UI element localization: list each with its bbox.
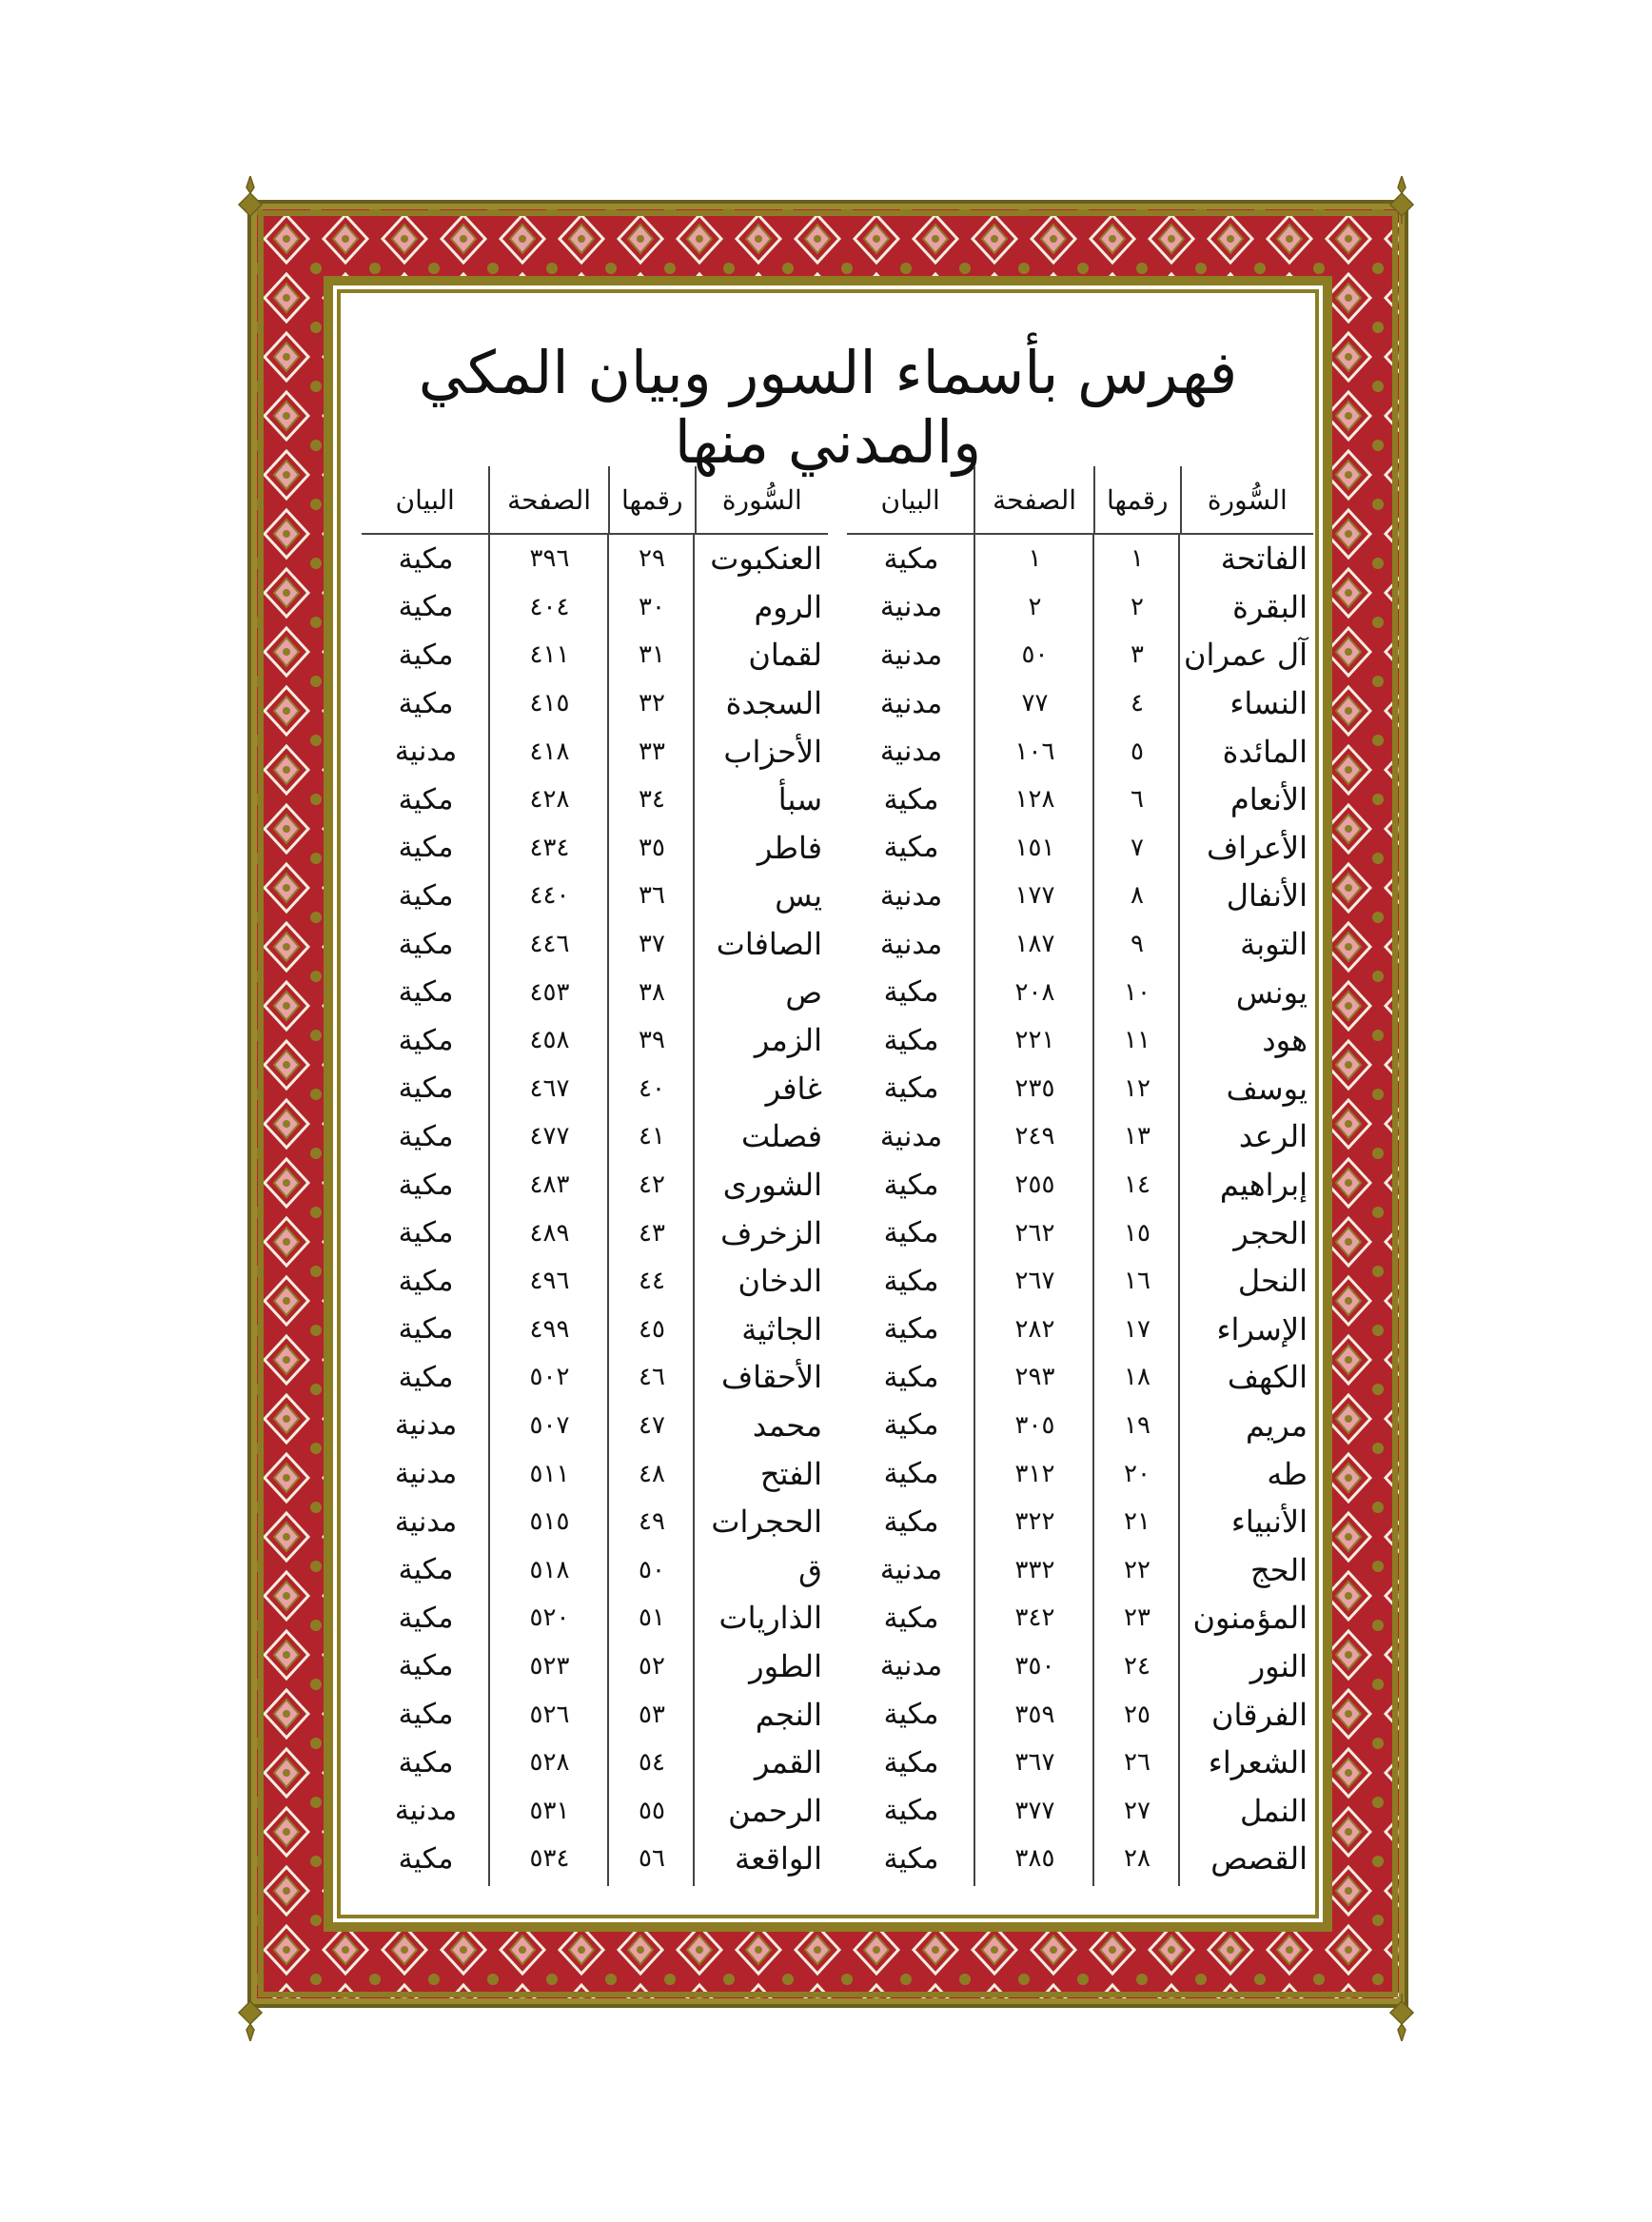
page-number: ١٢٨ bbox=[1014, 785, 1055, 815]
revelation-type: مكية bbox=[883, 1745, 939, 1780]
table-row bbox=[362, 1257, 828, 1306]
surah-number: ٢٦ bbox=[1124, 1748, 1150, 1778]
page-number: ٤٢٨ bbox=[529, 785, 570, 815]
table-body bbox=[847, 535, 1313, 1883]
page-number: ٥٣١ bbox=[529, 1796, 570, 1825]
surah-name: يوسف bbox=[1226, 1070, 1308, 1107]
table-row bbox=[847, 1306, 1313, 1354]
surah-number: ٣٧ bbox=[639, 930, 665, 959]
page-number: ٣٨٥ bbox=[1014, 1844, 1055, 1874]
revelation-type: مدنية bbox=[394, 1457, 458, 1491]
surah-name: الفتح bbox=[759, 1455, 822, 1492]
surah-name: الأنعام bbox=[1229, 781, 1308, 818]
page-number: ١ bbox=[1028, 544, 1042, 574]
surah-number: ٦ bbox=[1131, 785, 1144, 815]
revelation-type: مكية bbox=[398, 1649, 454, 1683]
table-row bbox=[847, 1402, 1313, 1450]
page-number: ٥٠٢ bbox=[529, 1363, 570, 1392]
surah-number: ٤٩ bbox=[639, 1507, 665, 1537]
surah-number: ٢ bbox=[1131, 592, 1144, 621]
page-number: ٣٣٢ bbox=[1014, 1555, 1055, 1584]
surah-name: الأنبياء bbox=[1230, 1504, 1308, 1541]
revelation-type: مكية bbox=[398, 878, 454, 913]
surah-name: الحجر bbox=[1233, 1214, 1308, 1251]
surah-number: ٣٣ bbox=[639, 737, 665, 766]
page-number: ٥٢٦ bbox=[529, 1700, 570, 1729]
table-row bbox=[362, 1594, 828, 1642]
surah-number: ٥٤ bbox=[639, 1748, 665, 1778]
surah-number: ٤٨ bbox=[639, 1459, 665, 1488]
table-row bbox=[362, 535, 828, 583]
surah-number: ١٠ bbox=[1124, 977, 1150, 1007]
revelation-type: مكية bbox=[883, 1264, 939, 1298]
page-number: ٣٠٥ bbox=[1014, 1410, 1055, 1440]
surah-name: لقمان bbox=[748, 637, 822, 674]
surah-name: النساء bbox=[1229, 685, 1308, 722]
revelation-type: مكية bbox=[398, 1601, 454, 1635]
revelation-type: مدنية bbox=[879, 927, 943, 961]
table-row bbox=[847, 1209, 1313, 1257]
surah-name: الفاتحة bbox=[1220, 541, 1308, 578]
surah-number: ٢٠ bbox=[1124, 1459, 1150, 1488]
revelation-type: مكية bbox=[883, 1072, 939, 1106]
page-number: ٤٧٧ bbox=[529, 1122, 570, 1151]
table-row bbox=[847, 1112, 1313, 1161]
page-title: فهرس بأسماء السور وبيان المكي والمدني منها bbox=[418, 338, 1238, 477]
table-row bbox=[847, 1016, 1313, 1065]
header-surah: السُّورة bbox=[1180, 466, 1313, 533]
revelation-type: مكية bbox=[398, 1072, 454, 1106]
table-row bbox=[847, 1449, 1313, 1498]
surah-number: ١٣ bbox=[1124, 1122, 1150, 1151]
surah-name: التوبة bbox=[1240, 926, 1308, 963]
table-row bbox=[847, 872, 1313, 920]
table-row bbox=[847, 1642, 1313, 1691]
table-row bbox=[847, 583, 1313, 632]
page-number: ٤٤٦ bbox=[529, 930, 570, 959]
surah-number: ١١ bbox=[1124, 1026, 1150, 1055]
table-row bbox=[362, 1642, 828, 1691]
page-number: ٢٩٣ bbox=[1014, 1363, 1055, 1392]
surah-name: الحج bbox=[1250, 1551, 1308, 1588]
table-row bbox=[362, 1786, 828, 1835]
revelation-type: مكية bbox=[883, 1601, 939, 1635]
surah-number: ٤٤ bbox=[639, 1267, 665, 1296]
surah-table-right bbox=[847, 466, 1313, 1883]
surah-name: فاطر bbox=[757, 829, 822, 866]
surah-name: الأحزاب bbox=[723, 733, 822, 770]
page-number: ٢٦٧ bbox=[1014, 1267, 1055, 1296]
surah-name: الرعد bbox=[1238, 1118, 1308, 1155]
revelation-type: مكية bbox=[398, 782, 454, 816]
page-number: ٣٥٠ bbox=[1014, 1651, 1055, 1681]
page-number: ٢٨٢ bbox=[1014, 1314, 1055, 1344]
surah-name: النجم bbox=[755, 1696, 822, 1733]
surah-name: الفرقان bbox=[1210, 1696, 1308, 1733]
surah-name: العنكبوت bbox=[710, 541, 822, 578]
revelation-type: مدنية bbox=[879, 686, 943, 720]
table-row bbox=[362, 631, 828, 679]
revelation-type: مكية bbox=[398, 1698, 454, 1732]
surah-name: الشورى bbox=[722, 1167, 822, 1204]
revelation-type: مدنية bbox=[394, 1794, 458, 1828]
revelation-type: مكية bbox=[398, 1023, 454, 1057]
revelation-type: مكية bbox=[883, 1360, 939, 1394]
surah-number: ٥٣ bbox=[639, 1700, 665, 1729]
surah-number: ٣٨ bbox=[639, 977, 665, 1007]
table-row bbox=[847, 535, 1313, 583]
page-number: ٢٢١ bbox=[1014, 1026, 1055, 1055]
revelation-type: مكية bbox=[883, 1408, 939, 1443]
page-number: ١٨٧ bbox=[1014, 930, 1055, 959]
surah-number: ١٥ bbox=[1124, 1218, 1150, 1248]
surah-name: الجاثية bbox=[741, 1310, 822, 1347]
revelation-type: مكية bbox=[398, 1119, 454, 1153]
surah-name: يس bbox=[775, 877, 822, 914]
revelation-type: مكية bbox=[883, 831, 939, 865]
page-number: ٤١١ bbox=[529, 640, 570, 670]
page-number: ٤١٨ bbox=[529, 737, 570, 766]
revelation-type: مكية bbox=[398, 1216, 454, 1250]
surah-name: الأحقاف bbox=[720, 1359, 822, 1396]
surah-name: إبراهيم bbox=[1219, 1167, 1308, 1204]
surah-number: ٣٩ bbox=[639, 1026, 665, 1055]
table-row bbox=[847, 1353, 1313, 1402]
table-row bbox=[362, 1545, 828, 1594]
revelation-type: مكية bbox=[883, 1023, 939, 1057]
revelation-type: مدنية bbox=[394, 1408, 458, 1443]
surah-number: ٢١ bbox=[1124, 1507, 1150, 1537]
surah-name: آل عمران bbox=[1184, 637, 1308, 674]
surah-name: الصافات bbox=[716, 926, 822, 963]
surah-number: ٢٤ bbox=[1124, 1651, 1150, 1681]
surah-name: الزمر bbox=[754, 1022, 822, 1059]
surah-number: ٢٩ bbox=[639, 544, 665, 574]
table-row bbox=[362, 1065, 828, 1113]
surah-name: محمد bbox=[752, 1406, 822, 1444]
table-row bbox=[847, 1257, 1313, 1306]
surah-number: ١ bbox=[1131, 544, 1144, 574]
page-number: ٣٧٧ bbox=[1014, 1796, 1055, 1825]
surah-number: ٤٦ bbox=[639, 1363, 665, 1392]
page-number: ١٧٧ bbox=[1014, 881, 1055, 911]
page-number: ٣٩٦ bbox=[529, 544, 570, 574]
table-row bbox=[362, 1739, 828, 1787]
table-row bbox=[847, 727, 1313, 776]
page-number: ٤٨٩ bbox=[529, 1218, 570, 1248]
table-row bbox=[847, 1594, 1313, 1642]
revelation-type: مدنية bbox=[879, 1649, 943, 1683]
revelation-type: مكية bbox=[398, 1745, 454, 1780]
surah-name: مريم bbox=[1246, 1406, 1308, 1444]
surah-name: النمل bbox=[1239, 1792, 1308, 1829]
revelation-type: مكية bbox=[398, 831, 454, 865]
page-number: ٢٥٥ bbox=[1014, 1170, 1055, 1200]
surah-name: النور bbox=[1249, 1647, 1308, 1684]
surah-name: المؤمنون bbox=[1192, 1600, 1308, 1637]
surah-name: الأعراف bbox=[1207, 829, 1308, 866]
surah-name: المائدة bbox=[1222, 733, 1308, 770]
table-header bbox=[847, 466, 1313, 535]
surah-number: ٢٨ bbox=[1124, 1844, 1150, 1874]
surah-name: سبأ bbox=[777, 781, 822, 818]
surah-name: الإسراء bbox=[1216, 1310, 1308, 1347]
revelation-type: مكية bbox=[398, 590, 454, 624]
revelation-type: مكية bbox=[883, 975, 939, 1010]
table-row bbox=[362, 1016, 828, 1065]
page-number: ٢٦٢ bbox=[1014, 1218, 1055, 1248]
surah-number: ٧ bbox=[1131, 833, 1144, 862]
table-row bbox=[362, 1353, 828, 1402]
page-number: ٤٥٨ bbox=[529, 1026, 570, 1055]
page-number: ٣١٢ bbox=[1014, 1459, 1055, 1488]
surah-name: ق bbox=[798, 1551, 822, 1588]
surah-name: ص bbox=[785, 973, 822, 1011]
surah-number: ٤١ bbox=[639, 1122, 665, 1151]
table-row bbox=[362, 679, 828, 728]
surah-name: غافر bbox=[765, 1070, 822, 1107]
surah-number: ٥٦ bbox=[639, 1844, 665, 1874]
page-number: ١٠٦ bbox=[1014, 737, 1055, 766]
table-row bbox=[362, 824, 828, 873]
table-row bbox=[362, 1449, 828, 1498]
revelation-type: مكية bbox=[398, 1360, 454, 1394]
header-page: الصفحة bbox=[488, 466, 607, 533]
table-row bbox=[847, 824, 1313, 873]
finial-icon bbox=[233, 1994, 267, 2041]
table-row bbox=[362, 1306, 828, 1354]
revelation-type: مكية bbox=[398, 1264, 454, 1298]
revelation-type: مكية bbox=[883, 1312, 939, 1347]
finial-icon bbox=[233, 176, 267, 224]
table-header bbox=[362, 466, 828, 535]
page-number: ٥١٨ bbox=[529, 1555, 570, 1584]
table-row bbox=[362, 1835, 828, 1883]
revelation-type: مكية bbox=[883, 1457, 939, 1491]
page-number: ٢٤٩ bbox=[1014, 1122, 1055, 1151]
header-number: رقمها bbox=[608, 466, 695, 533]
surah-name: البقرة bbox=[1232, 588, 1308, 625]
page-number: ٤٩٦ bbox=[529, 1267, 570, 1296]
page-number: ٣٢٢ bbox=[1014, 1507, 1055, 1537]
revelation-type: مكية bbox=[883, 1168, 939, 1202]
finial-icon bbox=[1385, 176, 1419, 224]
header-surah: السُّورة bbox=[695, 466, 828, 533]
surah-name: الذاريات bbox=[718, 1600, 822, 1637]
page-number: ٥١١ bbox=[529, 1459, 570, 1488]
page-number: ٣٥٩ bbox=[1014, 1700, 1055, 1729]
surah-number: ٤ bbox=[1131, 689, 1144, 718]
revelation-type: مكية bbox=[398, 927, 454, 961]
page-number: ٤٤٠ bbox=[529, 881, 570, 911]
surah-number: ١٤ bbox=[1124, 1170, 1150, 1200]
table-row bbox=[847, 1690, 1313, 1739]
surah-table-left bbox=[362, 466, 828, 1883]
header-revelation: البيان bbox=[880, 483, 940, 516]
table-row bbox=[362, 1402, 828, 1450]
page-number: ٥٠ bbox=[1021, 640, 1049, 670]
surah-name: القمر bbox=[755, 1744, 822, 1781]
surah-number: ٤٠ bbox=[639, 1073, 665, 1103]
table-row bbox=[362, 776, 828, 824]
page-number: ١٥١ bbox=[1014, 833, 1055, 862]
page-number: ٣٦٧ bbox=[1014, 1748, 1055, 1778]
table-row bbox=[847, 631, 1313, 679]
table-row bbox=[847, 1161, 1313, 1209]
revelation-type: مدنية bbox=[879, 878, 943, 913]
revelation-type: مكية bbox=[398, 1841, 454, 1876]
page-number: ٥١٥ bbox=[529, 1507, 570, 1537]
surah-name: الشعراء bbox=[1208, 1744, 1308, 1781]
surah-name: الدخان bbox=[738, 1263, 822, 1300]
surah-name: فصلت bbox=[740, 1118, 822, 1155]
page-number: ٤٠٤ bbox=[529, 592, 570, 621]
page-number: ٥٣٤ bbox=[529, 1844, 570, 1874]
page-number: ٣٤٢ bbox=[1014, 1603, 1055, 1633]
table-row bbox=[847, 1065, 1313, 1113]
surah-number: ٢٣ bbox=[1124, 1603, 1150, 1633]
revelation-type: مكية bbox=[398, 1312, 454, 1347]
revelation-type: مدنية bbox=[394, 1504, 458, 1539]
surah-number: ٤٣ bbox=[639, 1218, 665, 1248]
surah-number: ١٨ bbox=[1124, 1363, 1150, 1392]
surah-name: الطور bbox=[749, 1647, 822, 1684]
header-number: رقمها bbox=[1093, 466, 1180, 533]
revelation-type: مكية bbox=[398, 1168, 454, 1202]
page-number: ٤١٥ bbox=[529, 689, 570, 718]
revelation-type: مدنية bbox=[394, 735, 458, 769]
revelation-type: مدنية bbox=[879, 1553, 943, 1587]
revelation-type: مدنية bbox=[879, 590, 943, 624]
table-row bbox=[847, 1545, 1313, 1594]
revelation-type: مكية bbox=[398, 638, 454, 672]
surah-number: ٣٤ bbox=[639, 785, 665, 815]
revelation-type: مكية bbox=[883, 541, 939, 576]
page-number: ٥٠٧ bbox=[529, 1410, 570, 1440]
revelation-type: مكية bbox=[398, 686, 454, 720]
page-number: ٢٣٥ bbox=[1014, 1073, 1055, 1103]
surah-number: ٥١ bbox=[639, 1603, 665, 1633]
surah-number: ٥٥ bbox=[639, 1796, 665, 1825]
surah-name: الروم bbox=[754, 588, 822, 625]
surah-number: ٣١ bbox=[639, 640, 665, 670]
surah-number: ٢٢ bbox=[1124, 1555, 1150, 1584]
surah-number: ٥ bbox=[1131, 737, 1144, 766]
page-number: ٤٥٣ bbox=[529, 977, 570, 1007]
table-row bbox=[362, 583, 828, 632]
surah-name: يونس bbox=[1235, 973, 1308, 1011]
surah-name: السجدة bbox=[725, 685, 822, 722]
revelation-type: مكية bbox=[883, 1504, 939, 1539]
table-row bbox=[847, 968, 1313, 1016]
revelation-type: مكية bbox=[883, 1841, 939, 1876]
surah-number: ١٢ bbox=[1124, 1073, 1150, 1103]
page-number: ٤٣٤ bbox=[529, 833, 570, 862]
table-row bbox=[847, 1498, 1313, 1546]
page-number: ٧٧ bbox=[1021, 689, 1049, 718]
revelation-type: مكية bbox=[398, 975, 454, 1010]
surah-number: ٢٥ bbox=[1124, 1700, 1150, 1729]
surah-number: ٣٠ bbox=[639, 592, 665, 621]
surah-number: ٤٧ bbox=[639, 1410, 665, 1440]
table-row bbox=[362, 1690, 828, 1739]
surah-number: ٣٢ bbox=[639, 689, 665, 718]
surah-number: ٥٠ bbox=[639, 1555, 665, 1584]
revelation-type: مدنية bbox=[879, 1119, 943, 1153]
revelation-type: مكية bbox=[398, 541, 454, 576]
revelation-type: مكية bbox=[883, 1216, 939, 1250]
surah-name: طه bbox=[1267, 1455, 1308, 1492]
surah-number: ١٩ bbox=[1124, 1410, 1150, 1440]
surah-number: ٥٢ bbox=[639, 1651, 665, 1681]
page-number: ٢٠٨ bbox=[1014, 977, 1055, 1007]
page-number: ٢ bbox=[1028, 592, 1042, 621]
surah-name: الزخرف bbox=[720, 1214, 822, 1251]
surah-number: ٢٧ bbox=[1124, 1796, 1150, 1825]
table-row bbox=[847, 679, 1313, 728]
table-row bbox=[847, 920, 1313, 969]
surah-number: ١٧ bbox=[1124, 1314, 1150, 1344]
surah-number: ٤٢ bbox=[639, 1170, 665, 1200]
surah-name: القصص bbox=[1210, 1840, 1308, 1878]
surah-number: ٣٥ bbox=[639, 833, 665, 862]
surah-number: ٨ bbox=[1131, 881, 1144, 911]
table-row bbox=[847, 1739, 1313, 1787]
revelation-type: مدنية bbox=[879, 735, 943, 769]
page-number: ٥٢٣ bbox=[529, 1651, 570, 1681]
header-page: الصفحة bbox=[974, 466, 1092, 533]
page-number: ٤٨٣ bbox=[529, 1170, 570, 1200]
surah-number: ٩ bbox=[1131, 930, 1144, 959]
revelation-type: مكية bbox=[398, 1553, 454, 1587]
page-number: ٤٦٧ bbox=[529, 1073, 570, 1103]
surah-number: ٣٦ bbox=[639, 881, 665, 911]
table-row bbox=[847, 1786, 1313, 1835]
revelation-type: مكية bbox=[883, 782, 939, 816]
surah-name: الواقعة bbox=[735, 1840, 822, 1878]
surah-number: ١٦ bbox=[1124, 1267, 1150, 1296]
surah-name: الحجرات bbox=[711, 1504, 822, 1541]
finial-icon bbox=[1385, 1994, 1419, 2041]
header-revelation: البيان bbox=[395, 483, 455, 516]
revelation-type: مكية bbox=[883, 1794, 939, 1828]
table-row bbox=[362, 727, 828, 776]
surah-name: الكهف bbox=[1227, 1359, 1308, 1396]
table-row bbox=[847, 1835, 1313, 1883]
surah-name: هود bbox=[1262, 1022, 1308, 1059]
table-row bbox=[362, 968, 828, 1016]
surah-name: الأنفال bbox=[1226, 877, 1308, 914]
revelation-type: مدنية bbox=[879, 638, 943, 672]
table-row bbox=[362, 1498, 828, 1546]
page-number: ٤٩٩ bbox=[529, 1314, 570, 1344]
surah-number: ٤٥ bbox=[639, 1314, 665, 1344]
revelation-type: مكية bbox=[883, 1698, 939, 1732]
table-row bbox=[362, 920, 828, 969]
surah-name: النحل bbox=[1237, 1263, 1308, 1300]
table-row bbox=[362, 1209, 828, 1257]
surah-name: الرحمن bbox=[728, 1792, 822, 1829]
table-row bbox=[362, 872, 828, 920]
table-row bbox=[362, 1161, 828, 1209]
page-number: ٥٢٨ bbox=[529, 1748, 570, 1778]
surah-number: ٣ bbox=[1131, 640, 1144, 670]
page-number: ٥٢٠ bbox=[529, 1603, 570, 1633]
table-body bbox=[362, 535, 828, 1883]
table-row bbox=[847, 776, 1313, 824]
table-row bbox=[362, 1112, 828, 1161]
